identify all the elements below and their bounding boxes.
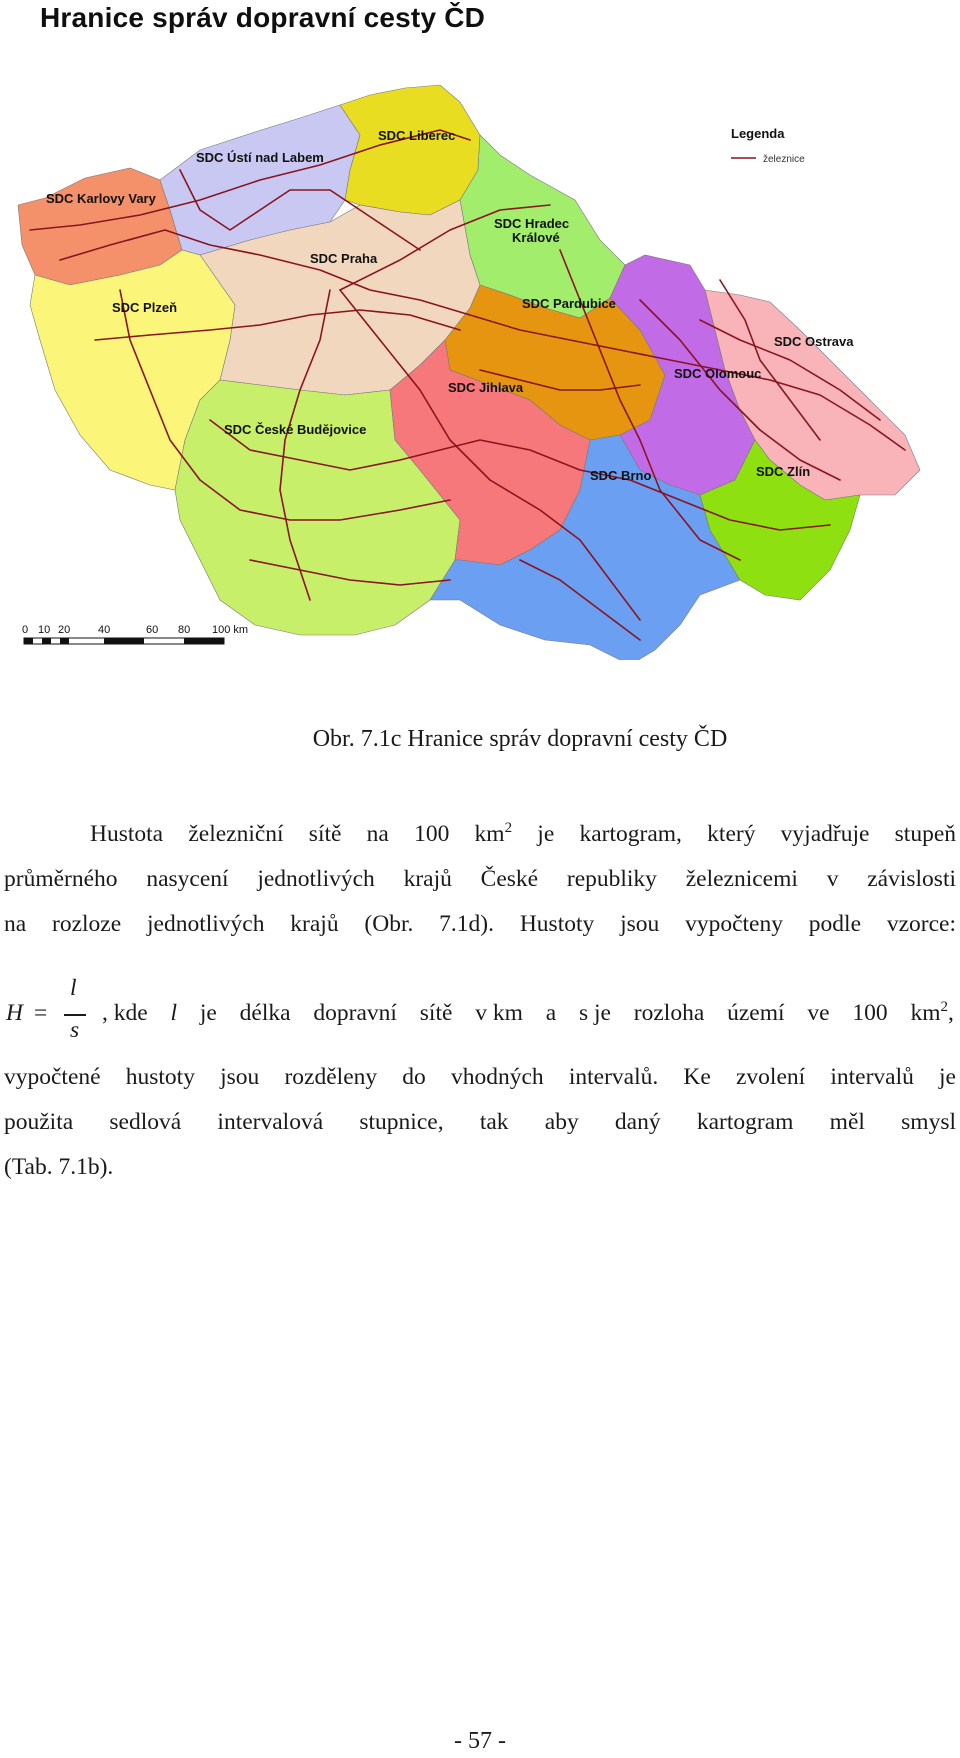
scale-tick-label: 40 (98, 624, 111, 636)
text-span: 100 (852, 1000, 888, 1026)
text-span: sítě (419, 1000, 453, 1026)
map-regions (18, 85, 920, 660)
paragraph-density (4, 812, 956, 947)
text-span: a (545, 1000, 557, 1026)
text-span: délka (239, 1000, 291, 1026)
label-praha: SDC Praha (310, 251, 378, 266)
text-span: je kartogram, který vyjadřuje stupeň (512, 821, 957, 847)
text-span (910, 1000, 953, 1027)
scale-tick-label: 60 (146, 624, 159, 636)
scale-bar (22, 624, 248, 644)
paragraph-intervals (4, 1055, 956, 1190)
text-span: je (199, 1000, 217, 1026)
railway-region-map (0, 40, 960, 660)
label-karlovy-vary: SDC Karlovy Vary (46, 191, 156, 206)
page-number: - 57 - (454, 1728, 506, 1754)
text-span: v km (475, 1000, 523, 1026)
label-liberec: SDC Liberec (378, 128, 456, 143)
formula-line (6, 975, 956, 1055)
formula-lhs: H (6, 1000, 23, 1026)
text-span: ve (807, 1000, 830, 1026)
scale-tick-label: 100 km (212, 624, 249, 636)
legend-title: Legenda (731, 126, 785, 141)
text-span: Hustota železniční sítě na 100 km (90, 821, 505, 847)
formula-numerator: l (70, 975, 77, 1001)
text-span: l (170, 1000, 178, 1026)
label-jihlava: SDC Jihlava (448, 380, 524, 395)
text-span: dopravní (313, 1000, 397, 1026)
paragraph-line: průměrného nasycení jednotlivých krajů České republiky železnicemi v závislosti (4, 866, 956, 892)
scale-tick-label: 0 (22, 624, 29, 636)
paragraph-line: použita sedlová intervalová stupnice, tak aby daný kartogram měl smysl (4, 1109, 956, 1135)
label-ostrava: SDC Ostrava (774, 334, 854, 349)
legend-rail-label: železnice (763, 154, 805, 165)
paragraph-line: na rozloze jednotlivých krajů (Obr. 7.1d). Hustoty jsou vypočteny podle vzorce: (4, 911, 956, 937)
figure-caption: Obr. 7.1c Hranice správ dopravní cesty ČD (312, 726, 728, 752)
formula-denominator: s (70, 1017, 80, 1043)
density-formula (6, 975, 96, 1055)
label-usti: SDC Ústí nad Labem (196, 150, 324, 165)
superscript: 2 (504, 820, 513, 836)
formula-equals: = (34, 1000, 48, 1026)
fraction-bar (64, 1014, 86, 1016)
paragraph-line: vypočtené hustoty jsou rozděleny do vhodných intervalů. Ke zvolení intervalů je (4, 1064, 956, 1090)
map-title: Hranice správ dopravní cesty ČD (40, 2, 486, 33)
label-ceske-budejovice: SDC České Budějovice (224, 422, 367, 437)
text-span: rozloha (633, 1000, 705, 1026)
label-plzen: SDC Plzeň (112, 300, 178, 315)
superscript: 2 (940, 999, 948, 1015)
text-span: území (727, 1000, 785, 1026)
scale-tick-label: 80 (178, 624, 191, 636)
paragraph-line (4, 812, 956, 857)
label-hradec: SDC Hradec (494, 216, 570, 231)
label-pardubice: SDC Pardubice (522, 296, 616, 311)
text-span: s je (578, 1000, 611, 1026)
label-hradec-line2: Králové (512, 230, 560, 245)
paragraph-line: (Tab. 7.1b). (4, 1154, 114, 1180)
scale-tick-label: 10 (38, 624, 51, 636)
text-span: km (910, 1000, 941, 1026)
label-zlin: SDC Zlín (756, 464, 811, 479)
map-legend (731, 126, 805, 165)
formula-explanation (102, 1000, 954, 1027)
scale-tick-label: 20 (58, 624, 71, 636)
label-olomouc: SDC Olomouc (674, 366, 762, 381)
label-brno: SDC Brno (590, 468, 652, 483)
region-liberec (340, 85, 480, 215)
text-span: , kde (102, 1000, 148, 1026)
text-span: , (947, 1000, 954, 1026)
